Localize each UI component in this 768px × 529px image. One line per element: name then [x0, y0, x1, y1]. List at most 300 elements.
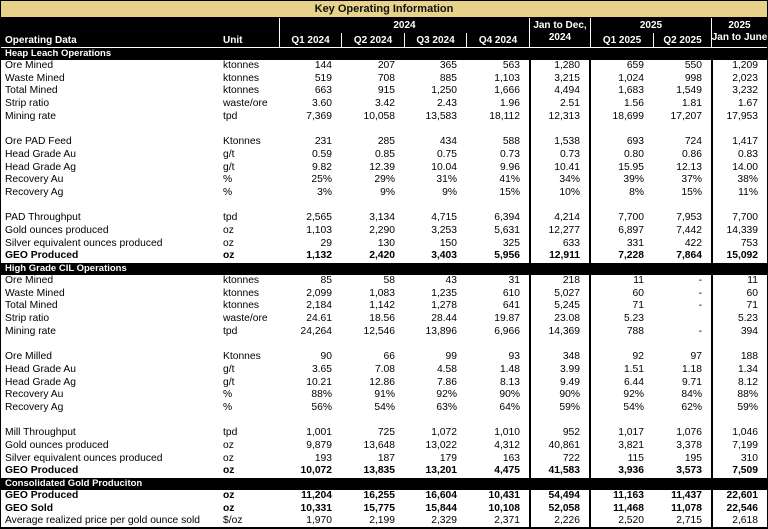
row-label: Gold ounces produced: [5, 224, 109, 236]
cell-value: 788: [626, 325, 644, 337]
cell-value: 1.48: [499, 363, 520, 375]
cell-value: 2,520: [618, 515, 644, 527]
cell-value: 3,253: [431, 224, 457, 236]
cell-value: 12,911: [529, 250, 591, 263]
cell-value: 84%: [681, 389, 702, 401]
row-label: GEO Sold: [5, 502, 54, 514]
cell-value: 9.96: [499, 161, 520, 173]
cell-value: 28.44: [431, 313, 457, 325]
jan-to-dec-2024-column-header: [529, 18, 591, 47]
cell-value: 885: [439, 72, 457, 84]
cell-value: 15,844: [425, 502, 457, 514]
cell-value: 1,538: [529, 136, 591, 149]
cell-value: -: [698, 275, 702, 286]
cell-value: 1,235: [431, 287, 457, 299]
row-unit: $/oz: [223, 515, 243, 527]
row-label: Silver equivalent ounces produced: [5, 452, 163, 464]
row-label: GEO Produced: [5, 465, 79, 477]
table-row: [1, 402, 767, 415]
cell-value: [529, 200, 591, 213]
cell-value: 66: [383, 351, 395, 363]
cell-value: 325: [502, 237, 520, 249]
cell-value: 97: [690, 351, 702, 363]
cell-value: [591, 415, 653, 428]
q2-2024-column-header: Q2 2024: [341, 33, 404, 47]
cell-value: 550: [684, 60, 702, 71]
row-unit: waste/ore: [223, 98, 268, 110]
row-unit: oz: [223, 224, 234, 236]
cell-value: 24,264: [300, 325, 332, 337]
cell-value: 29%: [374, 174, 395, 186]
row-unit: [216, 123, 279, 136]
cell-value: 1,683: [618, 85, 644, 97]
cell-value: 15%: [499, 186, 520, 198]
row-unit: tpd: [223, 325, 238, 337]
row-label: Ore Milled: [5, 351, 52, 363]
table-row: [1, 440, 767, 453]
cell-value: 9,879: [306, 439, 332, 451]
cell-value: 1,083: [369, 287, 395, 299]
cell-value: 2,199: [369, 515, 395, 527]
cell-value: 12.86: [369, 376, 395, 388]
cell-value: 724: [684, 136, 702, 148]
cell-value: 0.83: [711, 149, 767, 162]
cell-value: 10,331: [300, 502, 332, 514]
cell-value: 13,201: [425, 465, 457, 477]
row-unit: g/t: [223, 148, 235, 160]
cell-value: 1,250: [431, 85, 457, 97]
cell-value: 1,046: [711, 427, 767, 440]
row-label: Head Grade Au: [5, 363, 76, 375]
cell-value: 4,312: [494, 439, 520, 451]
q3-2024-column-header: Q3 2024: [404, 33, 466, 47]
unit-column-header: Unit: [223, 35, 243, 46]
cell-value: [341, 123, 404, 136]
cell-value: 998: [684, 72, 702, 84]
cell-value: [404, 338, 466, 351]
row-label: GEO Produced: [5, 250, 79, 262]
section-header: Heap Leach Operations: [1, 48, 767, 60]
row-label: Gold ounces produced: [5, 439, 109, 451]
cell-value: 5,245: [529, 300, 591, 313]
row-unit: oz: [223, 502, 235, 514]
cell-value: 91%: [374, 389, 395, 401]
blank-row: [1, 415, 767, 428]
cell-value: 1,970: [306, 515, 332, 527]
row-label: Mill Throughput: [5, 427, 76, 439]
cell-value: 90%: [529, 389, 591, 402]
cell-value: 9.82: [311, 161, 332, 173]
cell-value: 1.56: [623, 98, 644, 110]
cell-value: 952: [529, 427, 591, 440]
cell-value: 2,420: [369, 250, 395, 262]
cell-value: 1,209: [711, 60, 767, 73]
cell-value: [466, 200, 529, 213]
row-unit: oz: [223, 452, 234, 464]
row-unit: tpd: [223, 427, 238, 439]
table-row: [1, 60, 767, 73]
cell-value: 13,583: [425, 110, 457, 122]
row-unit: ktonnes: [223, 287, 260, 299]
cell-value: 5.23: [623, 313, 644, 325]
cell-value: 14,339: [711, 225, 767, 238]
cell-value: 10.04: [431, 161, 457, 173]
row-unit: tpd: [223, 212, 238, 224]
cell-value: 144: [314, 60, 332, 71]
table-row: [1, 98, 767, 111]
cell-value: 3%: [317, 186, 332, 198]
cell-value: 7,953: [676, 212, 702, 224]
cell-value: [711, 200, 767, 213]
row-label: [1, 123, 216, 136]
table-row: [1, 389, 767, 402]
cell-value: 8.13: [499, 376, 520, 388]
cell-value: 3.65: [311, 363, 332, 375]
cell-value: [711, 415, 767, 428]
cell-value: -: [698, 287, 702, 299]
cell-value: 10,431: [488, 490, 520, 501]
cell-value: 88%: [711, 389, 767, 402]
row-label: [1, 200, 216, 213]
cell-value: 59%: [529, 402, 591, 415]
cell-value: 12.13: [676, 161, 702, 173]
table-row: [1, 288, 767, 301]
cell-value: [653, 338, 711, 351]
cell-value: [466, 338, 529, 351]
row-label: PAD Throughput: [5, 212, 81, 224]
cell-value: 34%: [529, 174, 591, 187]
cell-value: 88%: [311, 389, 332, 401]
blank-row: [1, 123, 767, 136]
cell-value: [653, 200, 711, 213]
table-row: [1, 453, 767, 466]
cell-value: 1,024: [618, 72, 644, 84]
cell-value: 15,775: [363, 502, 395, 514]
cell-value: 25%: [311, 174, 332, 186]
row-unit: g/t: [223, 363, 235, 375]
row-label: Head Grade Ag: [5, 376, 76, 388]
cell-value: 693: [626, 136, 644, 148]
row-label: Recovery Ag: [5, 401, 64, 413]
table-row: [1, 212, 767, 225]
cell-value: 434: [439, 136, 457, 148]
blank-row: [1, 200, 767, 213]
cell-value: [404, 123, 466, 136]
cell-value: 12,546: [363, 325, 395, 337]
row-unit: [216, 415, 279, 428]
row-label: Waste Mined: [5, 287, 65, 299]
cell-value: 8.12: [711, 377, 767, 390]
q2-2025-column-header: Q2 2025: [653, 33, 711, 47]
table-body: [1, 48, 767, 529]
header-line: 2024: [548, 32, 572, 43]
cell-value: 19.87: [494, 313, 520, 325]
row-unit: Ktonnes: [223, 136, 261, 148]
cell-value: 193: [314, 452, 332, 464]
row-unit: ktonnes: [223, 300, 260, 312]
row-label: [1, 415, 216, 428]
cell-value: 7.86: [436, 376, 457, 388]
row-unit: %: [223, 401, 233, 413]
cell-value: [279, 415, 341, 428]
cell-value: 3.99: [529, 364, 591, 377]
cell-value: [279, 123, 341, 136]
cell-value: [466, 123, 529, 136]
cell-value: 1.34: [711, 364, 767, 377]
cell-value: 15,092: [711, 250, 767, 263]
cell-value: 54%: [374, 401, 395, 413]
cell-value: 3,232: [711, 85, 767, 98]
cell-value: 6,897: [618, 224, 644, 236]
cell-value: 54,494: [529, 490, 591, 503]
row-unit: ktonnes: [223, 72, 260, 84]
cell-value: 2,565: [306, 212, 332, 224]
section-header: High Grade CIL Operations: [1, 263, 767, 275]
cell-value: [529, 338, 591, 351]
cell-value: 17,953: [711, 111, 767, 124]
cell-value: 7,199: [711, 440, 767, 453]
cell-value: 163: [502, 452, 520, 464]
cell-value: 0.75: [436, 148, 457, 160]
cell-value: [404, 415, 466, 428]
cell-value: [529, 123, 591, 136]
cell-value: 2.43: [436, 98, 457, 110]
cell-value: 633: [529, 238, 591, 251]
cell-value: 18,699: [612, 110, 644, 122]
row-label: Strip ratio: [5, 98, 50, 110]
cell-value: 5,956: [494, 250, 520, 262]
cell-value: 15.95: [618, 161, 644, 173]
cell-value: 12.39: [369, 161, 395, 173]
operating-data-column-header: Operating Data: [5, 35, 77, 46]
cell-value: 1,280: [529, 60, 591, 73]
cell-value: 207: [377, 60, 395, 71]
cell-value: [529, 415, 591, 428]
cell-value: 2,715: [676, 515, 702, 527]
cell-value: 40,861: [529, 440, 591, 453]
row-unit: waste/ore: [223, 313, 268, 325]
row-label: Total Mined: [5, 300, 58, 312]
cell-value: 10,072: [300, 465, 332, 477]
header-line: 2025: [728, 20, 751, 31]
cell-value: 3,821: [618, 439, 644, 451]
cell-value: 31%: [436, 174, 457, 186]
cell-value: 1.67: [711, 98, 767, 111]
cell-value: -: [698, 300, 702, 312]
cell-value: 11,468: [613, 502, 644, 514]
cell-value: 5.23: [711, 313, 767, 326]
cell-value: 725: [377, 427, 395, 439]
cell-value: 3.42: [374, 98, 395, 110]
cell-value: 11,163: [613, 490, 644, 501]
row-label: Ore Mined: [5, 275, 54, 286]
cell-value: 6,966: [494, 325, 520, 337]
table-row: [1, 136, 767, 149]
cell-value: 2,226: [529, 515, 591, 528]
cell-value: 2,099: [306, 287, 332, 299]
row-label: Mining rate: [5, 110, 56, 122]
cell-value: 9.49: [529, 377, 591, 390]
row-unit: oz: [223, 490, 235, 501]
cell-value: 7,442: [676, 224, 702, 236]
row-label: Average realized price per gold ounce sold: [5, 515, 201, 527]
cell-value: 3,378: [676, 439, 702, 451]
row-unit: oz: [223, 237, 234, 249]
table-row: [1, 465, 767, 478]
cell-value: 14.00: [711, 162, 767, 175]
table-row: [1, 351, 767, 364]
cell-value: 12,313: [529, 111, 591, 124]
cell-value: 1,076: [676, 427, 702, 439]
cell-value: 0.73: [529, 149, 591, 162]
cell-value: [466, 415, 529, 428]
cell-value: 285: [377, 136, 395, 148]
cell-value: 641: [502, 300, 520, 312]
table-row: [1, 238, 767, 251]
table-row: [1, 490, 767, 503]
cell-value: 92%: [436, 389, 457, 401]
cell-value: 99: [445, 351, 457, 363]
cell-value: 16,604: [425, 490, 457, 501]
table-row: [1, 326, 767, 339]
cell-value: 1,010: [494, 427, 520, 439]
cell-value: [341, 338, 404, 351]
cell-value: 7,509: [711, 465, 767, 478]
row-unit: %: [223, 174, 233, 186]
row-label: Ore Mined: [5, 60, 54, 71]
cell-value: [653, 313, 711, 326]
cell-value: 195: [684, 452, 702, 464]
cell-value: 64%: [499, 401, 520, 413]
cell-value: 18.56: [369, 313, 395, 325]
cell-value: 92: [632, 351, 644, 363]
cell-value: 187: [377, 452, 395, 464]
row-unit: ktonnes: [223, 275, 260, 286]
cell-value: 2,329: [431, 515, 457, 527]
cell-value: 60: [632, 287, 644, 299]
cell-value: 4,214: [529, 212, 591, 225]
cell-value: 1,072: [431, 427, 457, 439]
cell-value: 722: [529, 453, 591, 466]
cell-value: 15%: [681, 186, 702, 198]
cell-value: [711, 123, 767, 136]
cell-value: 218: [529, 275, 591, 288]
cell-value: 708: [377, 72, 395, 84]
cell-value: 130: [377, 237, 395, 249]
cell-value: 310: [711, 453, 767, 466]
cell-value: 753: [711, 238, 767, 251]
cell-value: 10,058: [363, 110, 395, 122]
table-row: [1, 111, 767, 124]
blank-row: [1, 338, 767, 351]
table-row: [1, 427, 767, 440]
cell-value: 1,132: [306, 250, 332, 262]
row-label: Total Mined: [5, 85, 58, 97]
cell-value: 22,601: [711, 490, 767, 503]
row-unit: ktonnes: [223, 60, 260, 71]
cell-value: 11,078: [671, 502, 702, 514]
cell-value: 0.73: [499, 148, 520, 160]
row-label: Recovery Au: [5, 174, 64, 186]
table-row: [1, 174, 767, 187]
cell-value: 5,027: [529, 288, 591, 301]
cell-value: 7,700: [618, 212, 644, 224]
cell-value: 13,648: [363, 439, 395, 451]
row-label: Ore PAD Feed: [5, 136, 72, 148]
cell-value: 9%: [380, 186, 395, 198]
cell-value: 915: [377, 85, 395, 97]
cell-value: 1,103: [306, 224, 332, 236]
row-unit: g/t: [223, 161, 235, 173]
cell-value: 9.71: [681, 376, 702, 388]
cell-value: 4.58: [436, 363, 457, 375]
cell-value: 2,290: [369, 224, 395, 236]
cell-value: 5,631: [494, 224, 520, 236]
cell-value: 1,417: [711, 136, 767, 149]
cell-value: 2.51: [529, 98, 591, 111]
row-unit: ktonnes: [223, 85, 260, 97]
row-label: Head Grade Au: [5, 148, 76, 160]
cell-value: 16,255: [363, 490, 395, 501]
q4-2024-column-header: Q4 2024: [466, 33, 529, 47]
cell-value: 39%: [623, 174, 644, 186]
cell-value: 13,896: [425, 325, 457, 337]
cell-value: 17,207: [670, 110, 702, 122]
table-row: [1, 149, 767, 162]
cell-value: 93: [508, 351, 520, 363]
cell-value: 92%: [623, 389, 644, 401]
table-row: [1, 187, 767, 200]
row-label: [1, 338, 216, 351]
cell-value: [591, 200, 653, 213]
cell-value: [711, 338, 767, 351]
cell-value: 7,864: [676, 250, 702, 262]
cell-value: 13,835: [363, 465, 395, 477]
row-unit: [216, 200, 279, 213]
table-row: [1, 364, 767, 377]
year-2024-group-header: 2024: [279, 18, 529, 33]
cell-value: 90: [320, 351, 332, 363]
cell-value: 13,022: [425, 439, 457, 451]
table-row: [1, 503, 767, 516]
cell-value: 6,394: [494, 212, 520, 224]
cell-value: 90%: [499, 389, 520, 401]
header-line: Jan to Dec,: [533, 20, 587, 31]
table-row: [1, 313, 767, 326]
cell-value: 52,058: [529, 503, 591, 516]
cell-value: 365: [439, 60, 457, 71]
row-unit: tpd: [223, 110, 238, 122]
cell-value: 331: [626, 237, 644, 249]
cell-value: 1,001: [306, 427, 332, 439]
cell-value: 4,475: [494, 465, 520, 477]
cell-value: 3,936: [618, 465, 644, 477]
cell-value: 22,546: [711, 503, 767, 516]
jan-to-june-2025-column-header: [711, 18, 767, 47]
cell-value: 1.81: [681, 98, 702, 110]
table-row: [1, 515, 767, 528]
cell-value: 3,215: [529, 73, 591, 86]
cell-value: 1,142: [369, 300, 395, 312]
row-unit: oz: [223, 250, 235, 262]
row-label: Recovery Ag: [5, 186, 64, 198]
cell-value: 2,371: [494, 515, 520, 527]
cell-value: 4,715: [431, 212, 457, 224]
cell-value: 43: [445, 275, 457, 286]
cell-value: 18,112: [489, 110, 520, 122]
cell-value: 588: [502, 136, 520, 148]
cell-value: 4,494: [529, 85, 591, 98]
